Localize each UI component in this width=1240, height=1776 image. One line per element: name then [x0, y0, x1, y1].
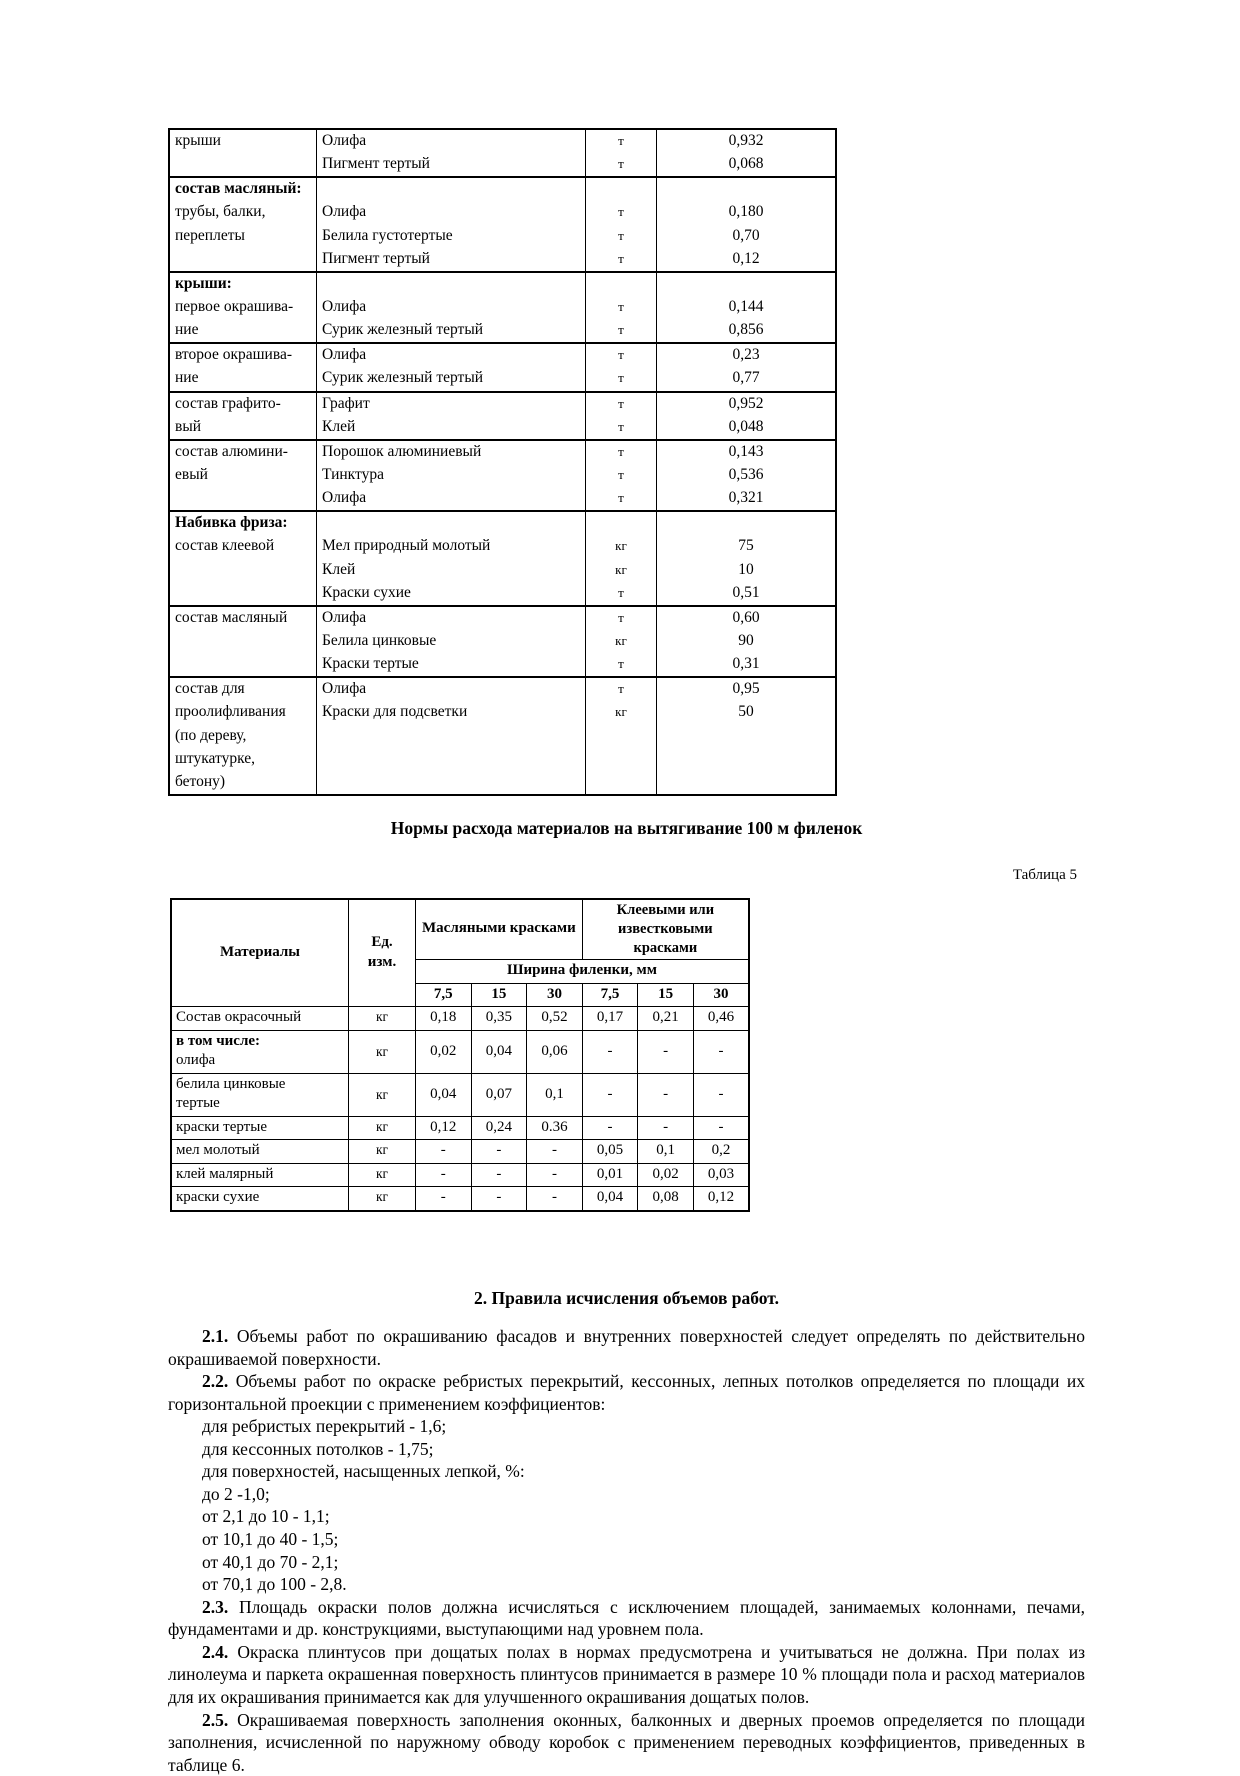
materials-material-name: Олифа — [317, 296, 586, 319]
filenki-value: 0,07 — [471, 1073, 527, 1116]
col-header-glue-paints — [582, 899, 749, 960]
materials-value: 0,70 — [657, 225, 837, 248]
filenki-value: 0,04 — [416, 1073, 472, 1116]
materials-unit — [586, 725, 657, 748]
materials-value: 0,60 — [657, 606, 837, 630]
filenki-value: - — [527, 1187, 583, 1211]
materials-unit — [586, 771, 657, 795]
materials-unit: т — [586, 582, 657, 606]
materials-value: 50 — [657, 701, 837, 724]
coefficient-list-item: от 70,1 до 100 - 2,8. — [202, 1574, 347, 1595]
materials-value: 0,51 — [657, 582, 837, 606]
filenki-material-label: краски тертые — [171, 1116, 349, 1140]
filenki-material-label: мел молотый — [171, 1140, 349, 1164]
filenki-unit: кг — [349, 1163, 416, 1187]
materials-value: 0,77 — [657, 367, 837, 391]
materials-unit: т — [586, 416, 657, 440]
filenki-value: 0,04 — [582, 1187, 638, 1211]
materials-material-name: Сурик железный тертый — [317, 319, 586, 343]
filenki-value: - — [582, 1030, 638, 1073]
filenki-unit: кг — [349, 1187, 416, 1211]
materials-unit: т — [586, 464, 657, 487]
materials-group-header: состав масляный: — [169, 177, 317, 201]
materials-unit: т — [586, 225, 657, 248]
materials-unit: т — [586, 606, 657, 630]
table-row — [171, 1163, 749, 1187]
filenki-value: - — [416, 1187, 472, 1211]
filenki-value: 0.36 — [527, 1116, 583, 1140]
materials-empty-cell — [586, 511, 657, 535]
filenki-unit: кг — [349, 1140, 416, 1164]
materials-material-name: Олифа — [317, 487, 586, 511]
materials-unit: т — [586, 153, 657, 177]
table-number-label: Таблица 5 — [1012, 866, 1077, 883]
filenki-table-body — [171, 1007, 749, 1211]
materials-group-header: крыши: — [169, 272, 317, 296]
materials-row — [169, 440, 836, 464]
filenki-value: 0,05 — [582, 1140, 638, 1164]
materials-surface-name: ние — [169, 367, 317, 391]
materials-material-name: Олифа — [317, 129, 586, 153]
materials-row — [169, 319, 836, 343]
materials-empty-cell — [317, 177, 586, 201]
paragraph-number: 2.2. — [202, 1371, 236, 1392]
col-header-width-6: 30 — [693, 983, 749, 1007]
filenki-value: 0,02 — [416, 1030, 472, 1073]
filenki-value: 0,04 — [471, 1030, 527, 1073]
materials-material-name: Тинктура — [317, 464, 586, 487]
materials-surface-name: вый — [169, 416, 317, 440]
filenki-value: - — [693, 1073, 749, 1116]
materials-material-name — [317, 725, 586, 748]
materials-surface-name: состав алюмини- — [169, 440, 317, 464]
materials-row — [169, 748, 836, 771]
materials-unit: т — [586, 129, 657, 153]
filenki-unit: кг — [349, 1073, 416, 1116]
materials-unit — [586, 748, 657, 771]
materials-value: 0,31 — [657, 653, 837, 677]
materials-material-name: Олифа — [317, 201, 586, 224]
materials-surface-name — [169, 153, 317, 177]
materials-material-name: Олифа — [317, 606, 586, 630]
coefficient-list-item: от 10,1 до 40 - 1,5; — [202, 1529, 339, 1550]
filenki-value: 0,01 — [582, 1163, 638, 1187]
filenki-material-label — [171, 1073, 349, 1116]
materials-surface-name — [169, 582, 317, 606]
materials-group-header-row — [169, 511, 836, 535]
materials-surface-name: состав для — [169, 677, 317, 701]
materials-row — [169, 630, 836, 653]
filenki-value: 0,12 — [693, 1187, 749, 1211]
materials-row — [169, 367, 836, 391]
materials-unit: т — [586, 487, 657, 511]
materials-row — [169, 653, 836, 677]
materials-value: 0,048 — [657, 416, 837, 440]
materials-row — [169, 677, 836, 701]
filenki-value: 0,02 — [638, 1163, 694, 1187]
filenki-value: - — [527, 1140, 583, 1164]
materials-row — [169, 225, 836, 248]
paragraph-25: 2.5. Окрашиваемая поверхность заполнения оконных, балконных и дверных проемов определяется по площади заполнения, исчисленной по наружному обводу коробок с применением переводных коэффициентов, приведенных в таблице 6. — [168, 1709, 1085, 1775]
filenki-label-line1: белила цинковые — [176, 1075, 286, 1092]
materials-value: 0,536 — [657, 464, 837, 487]
filenki-value: 0,06 — [527, 1030, 583, 1073]
paragraph-23: 2.3. Площадь окраски полов должна исчисляться с исключением площадей, занимаемых колоннами, печами, фундаментами и др. конструкциями, выступающими над уровнем пола. — [168, 1596, 1086, 1640]
materials-unit: т — [586, 440, 657, 464]
section-title: 2. Правила исчисления объемов работ. — [474, 1287, 779, 1308]
materials-row — [169, 416, 836, 440]
materials-unit: т — [586, 343, 657, 367]
col-header-unit — [349, 899, 416, 1007]
filenki-value: - — [638, 1030, 694, 1073]
materials-value: 0,23 — [657, 343, 837, 367]
materials-material-name: Пигмент тертый — [317, 153, 586, 177]
paragraph-number: 2.3. — [202, 1596, 239, 1617]
filenki-sublabel-heading: в том числе: — [176, 1032, 261, 1049]
materials-value: 0,952 — [657, 392, 837, 416]
materials-material-name: Мел природный молотый — [317, 535, 586, 558]
materials-unit: кг — [586, 559, 657, 582]
materials-surface-name — [169, 487, 317, 511]
materials-value — [657, 725, 837, 748]
table-row — [171, 1140, 749, 1164]
filenki-value: 0,12 — [416, 1116, 472, 1140]
materials-consumption-table — [168, 128, 837, 796]
coefficient-list-item: для ребристых перекрытий - 1,6; — [202, 1416, 447, 1437]
filenki-value: - — [582, 1116, 638, 1140]
materials-unit: кг — [586, 535, 657, 558]
paragraph-number: 2.5. — [202, 1709, 238, 1730]
materials-row — [169, 129, 836, 153]
materials-row — [169, 201, 836, 224]
filenki-unit: кг — [349, 1007, 416, 1031]
materials-surface-name — [169, 559, 317, 582]
table-row — [171, 1030, 749, 1073]
materials-empty-cell — [657, 177, 837, 201]
materials-empty-cell — [586, 272, 657, 296]
materials-group — [169, 677, 836, 795]
materials-group-header-row — [169, 272, 836, 296]
coefficient-list-item: от 2,1 до 10 - 1,1; — [202, 1506, 330, 1527]
materials-material-name: Белила густотертые — [317, 225, 586, 248]
materials-group-header-row — [169, 177, 836, 201]
materials-value — [657, 748, 837, 771]
materials-unit: кг — [586, 630, 657, 653]
filenki-material-label — [171, 1030, 349, 1073]
materials-row — [169, 582, 836, 606]
filenki-value: 0,21 — [638, 1007, 694, 1031]
materials-group — [169, 129, 836, 177]
filenki-value: - — [471, 1140, 527, 1164]
materials-row — [169, 606, 836, 630]
materials-surface-name: ние — [169, 319, 317, 343]
materials-surface-name — [169, 248, 317, 272]
materials-row — [169, 535, 836, 558]
materials-surface-name — [169, 630, 317, 653]
filenki-value: - — [471, 1163, 527, 1187]
materials-value: 90 — [657, 630, 837, 653]
materials-surface-name: первое окрашива- — [169, 296, 317, 319]
materials-row — [169, 464, 836, 487]
materials-row — [169, 343, 836, 367]
filenki-value: - — [416, 1163, 472, 1187]
paragraph-24: 2.4. Окраска плинтусов при дощатых полах в нормах предусмотрена и учитываться не должна. При полах из линолеума и паркета окрашенная поверхность плинтусов принимается в размере 10 % площади пола и расход материалов для их окрашивания принимается как для улучшенного окрашивания дощатых полов. — [168, 1641, 1086, 1707]
materials-material-name: Олифа — [317, 343, 586, 367]
materials-unit: т — [586, 296, 657, 319]
table-row — [171, 1073, 749, 1116]
materials-surface-name — [169, 653, 317, 677]
filenki-value: 0,1 — [638, 1140, 694, 1164]
materials-row — [169, 296, 836, 319]
materials-group-header: Набивка фриза: — [169, 511, 317, 535]
materials-material-name: Клей — [317, 416, 586, 440]
col-header-width: Ширина филенки, мм — [416, 960, 750, 984]
materials-group — [169, 392, 836, 440]
col-header-width-5: 15 — [638, 983, 694, 1007]
materials-value: 10 — [657, 559, 837, 582]
filenki-label-line2: тертые — [176, 1095, 220, 1112]
col-header-glue-line1: Клеевыми или — [616, 901, 715, 918]
filenki-head-row-1 — [171, 899, 749, 960]
materials-value: 0,143 — [657, 440, 837, 464]
filenki-sublabel: олифа — [176, 1052, 216, 1069]
materials-surface-name: второе окрашива- — [169, 343, 317, 367]
materials-unit: т — [586, 201, 657, 224]
materials-value: 0,068 — [657, 153, 837, 177]
materials-unit: т — [586, 392, 657, 416]
materials-surface-name: евый — [169, 464, 317, 487]
filenki-material-label: Состав окрасочный — [171, 1007, 349, 1031]
col-header-width-1: 7,5 — [416, 983, 472, 1007]
col-header-width-2: 15 — [471, 983, 527, 1007]
col-header-width-3: 30 — [527, 983, 583, 1007]
materials-unit: т — [586, 248, 657, 272]
filenki-value: - — [582, 1073, 638, 1116]
filenki-value: - — [471, 1187, 527, 1211]
filenki-value: - — [693, 1116, 749, 1140]
materials-material-name: Краски для подсветки — [317, 701, 586, 724]
materials-empty-cell — [317, 511, 586, 535]
coefficient-list-item: до 2 -1,0; — [202, 1483, 270, 1504]
materials-surface-name: крыши — [169, 129, 317, 153]
filenki-value: - — [416, 1140, 472, 1164]
materials-unit: т — [586, 367, 657, 391]
materials-value: 0,856 — [657, 319, 837, 343]
filenki-value: 0,35 — [471, 1007, 527, 1031]
filenki-norms-table — [170, 898, 750, 1212]
materials-surface-name: бетону) — [169, 771, 317, 795]
filenki-material-label: краски сухие — [171, 1187, 349, 1211]
materials-value: 0,144 — [657, 296, 837, 319]
col-header-unit-line2: изм. — [367, 953, 397, 970]
filenki-value: 0,03 — [693, 1163, 749, 1187]
materials-material-name: Графит — [317, 392, 586, 416]
materials-material-name: Порошок алюминиевый — [317, 440, 586, 464]
materials-material-name: Краски тертые — [317, 653, 586, 677]
materials-row — [169, 701, 836, 724]
materials-material-name: Клей — [317, 559, 586, 582]
filenki-value: - — [638, 1073, 694, 1116]
materials-surface-name: переплеты — [169, 225, 317, 248]
materials-empty-cell — [586, 177, 657, 201]
filenki-value: 0,18 — [416, 1007, 472, 1031]
filenki-value: 0,17 — [582, 1007, 638, 1031]
materials-group — [169, 272, 836, 343]
materials-material-name: Краски сухие — [317, 582, 586, 606]
section-body — [168, 1325, 1085, 1776]
col-header-unit-line1: Ед. — [371, 934, 393, 951]
filenki-material-label: клей малярный — [171, 1163, 349, 1187]
col-header-materials: Материалы — [171, 899, 349, 1007]
materials-row — [169, 392, 836, 416]
materials-group — [169, 343, 836, 391]
materials-empty-cell — [657, 272, 837, 296]
col-header-width-4: 7,5 — [582, 983, 638, 1007]
filenki-value: 0,46 — [693, 1007, 749, 1031]
materials-group — [169, 606, 836, 677]
materials-row — [169, 153, 836, 177]
filenki-value: - — [638, 1116, 694, 1140]
materials-row — [169, 487, 836, 511]
materials-group — [169, 177, 836, 272]
filenki-value: 0,08 — [638, 1187, 694, 1211]
paragraph-number: 2.4. — [202, 1641, 238, 1662]
materials-value: 0,321 — [657, 487, 837, 511]
materials-material-name: Белила цинковые — [317, 630, 586, 653]
materials-value — [657, 771, 837, 795]
materials-material-name: Пигмент тертый — [317, 248, 586, 272]
materials-material-name: Олифа — [317, 677, 586, 701]
materials-surface-name: состав клеевой — [169, 535, 317, 558]
materials-surface-name: состав графито- — [169, 392, 317, 416]
materials-row — [169, 771, 836, 795]
materials-surface-name: (по дереву, — [169, 725, 317, 748]
materials-surface-name: проолифливания — [169, 701, 317, 724]
materials-unit: кг — [586, 701, 657, 724]
materials-material-name — [317, 771, 586, 795]
table-row — [171, 1007, 749, 1031]
materials-surface-name: штукатурке, — [169, 748, 317, 771]
materials-unit: т — [586, 677, 657, 701]
filenki-unit: кг — [349, 1116, 416, 1140]
filenki-table-head — [171, 899, 749, 1007]
materials-value: 0,12 — [657, 248, 837, 272]
table-row — [171, 1187, 749, 1211]
table-row — [171, 1116, 749, 1140]
materials-value: 0,95 — [657, 677, 837, 701]
col-header-oil-paints: Масляными красками — [416, 899, 583, 960]
materials-material-name — [317, 748, 586, 771]
materials-empty-cell — [657, 511, 837, 535]
filenki-value: - — [527, 1163, 583, 1187]
materials-material-name: Сурик железный тертый — [317, 367, 586, 391]
filenki-value: - — [693, 1030, 749, 1073]
coefficient-list-item: для кессонных потолков - 1,75; — [202, 1438, 434, 1459]
materials-row — [169, 725, 836, 748]
materials-value: 0,932 — [657, 129, 837, 153]
filenki-value: 0,1 — [527, 1073, 583, 1116]
filenki-value: 0,24 — [471, 1116, 527, 1140]
filenki-value: 0,52 — [527, 1007, 583, 1031]
coefficient-list-item: для поверхностей, насыщенных лепкой, %: — [202, 1461, 525, 1482]
materials-value: 75 — [657, 535, 837, 558]
coefficient-list-item: от 40,1 до 70 - 2,1; — [202, 1551, 339, 1572]
materials-value: 0,180 — [657, 201, 837, 224]
materials-row — [169, 248, 836, 272]
paragraph-21: 2.1. Объемы работ по окрашиванию фасадов и внутренних поверхностей следует определять по действительно окрашиваемой поверхности. — [168, 1325, 1086, 1369]
materials-unit: т — [586, 653, 657, 677]
filenki-unit: кг — [349, 1030, 416, 1073]
materials-empty-cell — [317, 272, 586, 296]
materials-row — [169, 559, 836, 582]
filenki-value: 0,2 — [693, 1140, 749, 1164]
materials-group — [169, 440, 836, 511]
materials-surface-name: трубы, балки, — [169, 201, 317, 224]
paragraph-number: 2.1. — [202, 1325, 237, 1346]
paragraph-22: 2.2. Объемы работ по окраске ребристых перекрытий, кессонных, лепных потолков определяется по площади их горизонтальной проекции с применением коэффициентов: — [168, 1371, 1085, 1414]
materials-group — [169, 511, 836, 606]
col-header-glue-line2: известковыми красками — [618, 920, 713, 956]
materials-unit: т — [586, 319, 657, 343]
materials-surface-name: состав масляный — [169, 606, 317, 630]
table-caption-filenki: Нормы расхода материалов на вытягивание 100 м филенок — [390, 817, 863, 838]
